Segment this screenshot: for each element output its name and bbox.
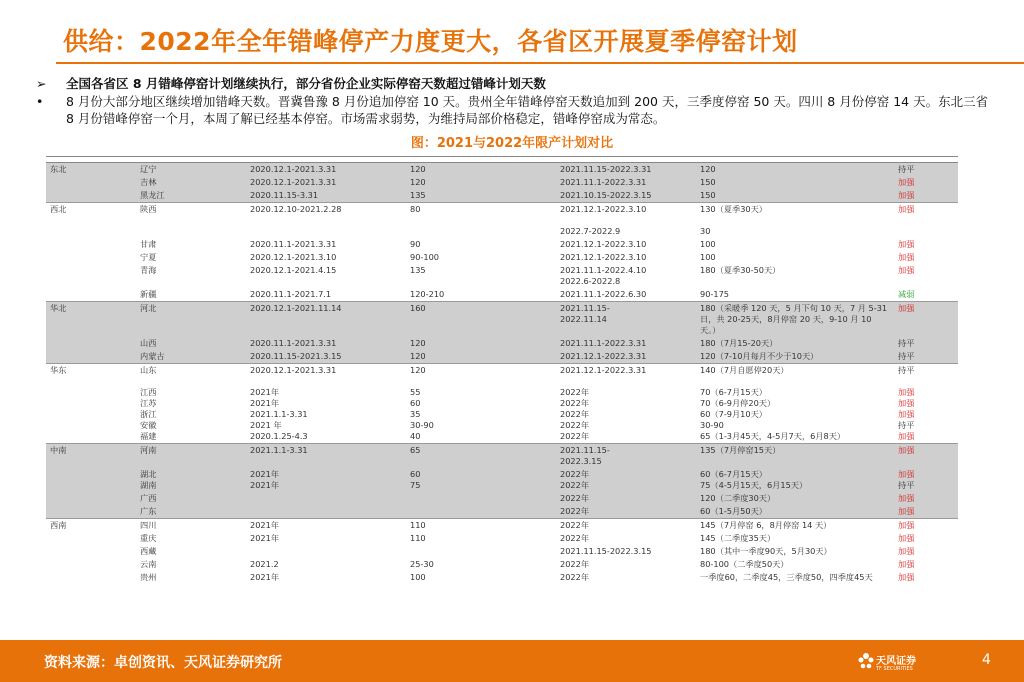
cell-force (894, 444, 958, 469)
cell-time-2022: 2021.12.1-2022.3.10 (560, 252, 647, 262)
cell-days-2022: 150 (696, 176, 894, 189)
cell-force (894, 571, 958, 584)
cell-days-2022: 一季度60，二季度45，三季度50，四季度45天 (700, 572, 873, 582)
cell-time-2021: 2020.12.1-2021.3.10 (250, 252, 337, 262)
cell-force (894, 519, 958, 533)
force-value: 加强 (898, 493, 915, 503)
cell-time-2022: 2021.12.1-2022.3.10 2022.7-2022.9 (556, 203, 696, 239)
cell-force (894, 545, 958, 558)
cell-time-2021: 2020.11.1-2021.3.31 (246, 337, 406, 350)
cell-force (894, 163, 958, 177)
cell-days-2022: 60（1-5月50天） (696, 505, 894, 519)
cell-area: 山东 江西 江苏 浙江 安徽 福建 (136, 364, 246, 444)
cell-area: 广西 (136, 492, 246, 505)
table-caption: 图：2021与2022年限产计划对比 (410, 136, 614, 151)
cell-days-2021: 120 55 60 35 30-90 40 (406, 364, 556, 444)
bullet-heading (36, 74, 546, 92)
cell-region (46, 288, 136, 302)
force-value: 加强 (898, 204, 915, 214)
cell-time-2021: 2020.12.1-2021.3.31 (246, 163, 406, 177)
cell-region (46, 505, 136, 519)
cell-time-2021 (246, 505, 406, 519)
cell-days-2021: 110 (406, 519, 556, 533)
cell-area: 内蒙古 (136, 350, 246, 364)
cell-days-2021: 120 (406, 350, 556, 364)
cell-area: 湖北 湖南 (136, 468, 246, 492)
cell-region (46, 238, 136, 251)
cell-area: 贵州 (140, 572, 157, 582)
table-row (46, 238, 958, 251)
cell-area: 黑龙江 (136, 189, 246, 203)
table-row (46, 545, 958, 558)
cell-force (894, 189, 958, 203)
title-divider (56, 62, 1024, 64)
cell-force (894, 264, 958, 288)
cell-time-2022: 2022年 (560, 533, 590, 543)
cell-time-2021: 2020.12.1-2021.3.31 (246, 176, 406, 189)
cell-region (46, 189, 136, 203)
cell-force (894, 288, 958, 302)
cell-force (894, 238, 958, 251)
force-value: 加强 (898, 533, 915, 543)
cell-area: 青海 (140, 265, 157, 275)
bullet-detail-text: 8 月份大部分地区继续增加错峰天数。晋冀鲁豫 8 月份追加停窑 10 天。贵州全年错峰停窑天数追加到 200 天，三季度停窑 50 天。四川 8 月份停窑 14 天。东北三省 8 月份错峰停窑一个月，本周了解已经基本停窑。市场需求弱势，为维持局部价格稳定，错峰停窑成为常态。 (66, 94, 989, 126)
cell-region: 西南 (46, 519, 136, 533)
force-value: 加强 (898, 520, 915, 530)
cell-force (894, 337, 958, 350)
force-value: 加强 (898, 398, 915, 408)
table-row (46, 444, 958, 469)
cell-days-2022: 130（夏季30天） 30 (696, 203, 894, 239)
table-row (46, 492, 958, 505)
flower-logo-icon (858, 651, 874, 673)
page-number: 4 (982, 652, 991, 668)
cell-area: 甘肃 (140, 239, 157, 249)
cell-days-2022: 180（夏季30-50天） (700, 265, 781, 275)
cell-days-2021: 120 (406, 337, 556, 350)
force-value: 加强 (898, 431, 915, 441)
force-value: 加强 (898, 387, 915, 397)
table-row (46, 302, 958, 338)
cell-days-2022: 180（7月15-20天） (696, 337, 894, 350)
cell-days-2022: 180（采暖季 120 天，5 月下旬 10 天，7 月 5-31 日，共 20-25天，8月停窑 20 天，9-10 月 10 天。） (696, 302, 894, 338)
cell-region (46, 571, 136, 584)
cell-area: 重庆 (140, 533, 157, 543)
table-row (46, 251, 958, 264)
cell-days-2021: 120 (406, 176, 556, 189)
cell-area: 河南 (136, 444, 246, 469)
table-row (46, 350, 958, 364)
force-value: 加强 (898, 239, 915, 249)
cell-days-2021: 80 (406, 203, 556, 239)
cell-region (46, 492, 136, 505)
cell-days-2021: 60 75 (406, 468, 556, 492)
cell-force (894, 302, 958, 338)
cell-time-2021: 2020.12.1-2021.11.14 (246, 302, 406, 338)
table-row (46, 176, 958, 189)
table-row (46, 337, 958, 350)
cell-force (894, 532, 958, 545)
cell-days-2022: 145（7月停窑 6，8月停窑 14 天） (696, 519, 894, 533)
cell-time-2022: 2021.11.1-2022.3.31 (556, 176, 696, 189)
cell-region (46, 176, 136, 189)
force-value: 持平 (898, 351, 915, 361)
cell-time-2021: 2021年 2021年 (246, 468, 406, 492)
cell-time-2022: 2021.12.1-2022.3.31 2022年 2022年 2022年 2022年 2022年 (556, 364, 696, 444)
cell-region (46, 264, 136, 288)
cell-time-2022: 2021.11.15- 2022.11.14 (556, 302, 696, 338)
force-value: 持平 (898, 164, 915, 174)
cell-time-2022: 2022年 (556, 492, 696, 505)
cell-force (894, 350, 958, 364)
cell-days-2022: 100 (700, 252, 716, 262)
logo-text: 天风证券 (876, 656, 916, 667)
cell-time-2022: 2021.10.15-2022.3.15 (556, 189, 696, 203)
cell-time-2022: 2021.11.15-2022.3.31 (556, 163, 696, 177)
cell-area: 宁夏 (140, 252, 157, 262)
cell-time-2022: 2021.12.1-2022.3.10 (560, 239, 647, 249)
cell-days-2022: 145（二季度35天） (700, 533, 776, 543)
cell-time-2022: 2022年 (556, 519, 696, 533)
cell-days-2022: 100 (700, 239, 716, 249)
cell-region: 中南 (46, 444, 136, 469)
cell-area: 陕西 (136, 203, 246, 239)
cell-days-2022: 60（6-7月15天） 75（4-5月15天，6月15天） (696, 468, 894, 492)
cell-time-2021: 2021年 (250, 572, 280, 582)
cell-force (894, 364, 958, 444)
cell-days-2021: 90 (410, 239, 421, 249)
bullet-heading-text: 全国各省区 8 月错峰停窑计划继续执行，部分省份企业实际停窑天数超过错峰计划天数 (66, 76, 546, 91)
cell-days-2022: 120（7-10月每月不少于10天） (696, 350, 894, 364)
table-row (46, 264, 958, 288)
restriction-table (46, 156, 958, 584)
force-value: 持平 (898, 480, 915, 490)
force-value: 减弱 (898, 289, 915, 299)
force-value: 加强 (898, 303, 915, 313)
force-value: 加强 (898, 190, 915, 200)
cell-force (894, 558, 958, 571)
cell-region (46, 468, 136, 492)
cell-force (894, 492, 958, 505)
cell-region (46, 545, 136, 558)
cell-region (46, 251, 136, 264)
force-value: 加强 (898, 469, 915, 479)
table-row (46, 189, 958, 203)
cell-time-2021: 2020.11.15-2021.3.15 (246, 350, 406, 364)
table-row (46, 571, 958, 584)
bullet-detail (36, 93, 996, 127)
cell-time-2021: 2021年 (250, 533, 280, 543)
cell-area: 四川 (136, 519, 246, 533)
cell-time-2021: 2020.11.15-3.31 (246, 189, 406, 203)
force-value: 加强 (898, 265, 915, 275)
cell-region (46, 532, 136, 545)
cell-force (894, 468, 958, 492)
cell-area: 辽宁 (136, 163, 246, 177)
cell-days-2022: 120（二季度30天） (696, 492, 894, 505)
force-value: 加强 (898, 572, 915, 582)
force-value: 加强 (898, 546, 915, 556)
cell-days-2021: 135 (406, 189, 556, 203)
cell-area: 山西 (136, 337, 246, 350)
cell-days-2022: 90-175 (700, 289, 730, 299)
cell-time-2022: 2022年 (556, 505, 696, 519)
cell-region (46, 337, 136, 350)
table-row (46, 364, 958, 444)
table-row (46, 163, 958, 177)
cell-time-2021: 2020.11.1-2021.7.1 (250, 289, 332, 299)
cell-force (894, 203, 958, 239)
cell-time-2021: 2020.12.1-2021.3.31 2021年 2021年 2021.1.1-3.31 2021 年 2020.1.25-4.3 (246, 364, 406, 444)
force-value: 持平 (898, 365, 915, 375)
force-value: 持平 (898, 338, 915, 348)
force-value: 加强 (898, 252, 915, 262)
force-value: 持平 (898, 420, 915, 430)
cell-time-2021: 2020.12.10-2021.2.28 (246, 203, 406, 239)
cell-days-2022: 140（7月自愿停20天） 70（6-7月15天） 70（6-9月停20天） 60（7-9月10天） 30-90 65（1-3月45天，4-5月7天，6月8天） (696, 364, 894, 444)
cell-area: 广东 (136, 505, 246, 519)
cell-time-2022: 2022年 (560, 559, 590, 569)
table-row (46, 468, 958, 492)
arrow-bullet-icon: ➢ (36, 76, 47, 91)
page-title: 供给：2022年全年错峰停产力度更大，各省区开展夏季停窑计划 (63, 27, 798, 56)
cell-area: 吉林 (136, 176, 246, 189)
table-row (46, 519, 958, 533)
cell-region: 西北 (46, 203, 136, 239)
cell-time-2022: 2021.12.1-2022.3.31 (556, 350, 696, 364)
cell-days-2021: 65 (406, 444, 556, 469)
cell-days-2021: 135 (410, 265, 426, 275)
cell-days-2021: 160 (406, 302, 556, 338)
cell-area: 新疆 (140, 289, 157, 299)
cell-days-2021: 90-100 (410, 252, 440, 262)
table-row (46, 288, 958, 302)
footer-bar (0, 640, 1024, 682)
cell-time-2022: 2022年 (560, 572, 590, 582)
force-value: 加强 (898, 506, 915, 516)
cell-area: 西藏 (140, 546, 157, 556)
cell-time-2021 (246, 545, 406, 558)
cell-force (894, 176, 958, 189)
cell-days-2022: 135（7月停窑15天） (696, 444, 894, 469)
cell-time-2021: 2021年 (246, 519, 406, 533)
cell-force (894, 251, 958, 264)
cell-days-2022: 120 (696, 163, 894, 177)
cell-region (46, 350, 136, 364)
company-logo (858, 646, 940, 678)
cell-time-2022: 2022年 2022年 (556, 468, 696, 492)
cell-area: 云南 (140, 559, 157, 569)
cell-time-2022: 2021.11.1-2022.4.10 2022.6-2022.8 (560, 265, 647, 286)
table-row (46, 505, 958, 519)
force-value: 加强 (898, 559, 915, 569)
cell-time-2022: 2021.11.15-2022.3.15 (560, 546, 652, 556)
table-row (46, 532, 958, 545)
cell-days-2021: 110 (410, 533, 426, 543)
force-value: 加强 (898, 409, 915, 419)
cell-time-2021: 2021.2 (250, 559, 279, 569)
cell-time-2022: 2021.11.15- 2022.3.15 (556, 444, 696, 469)
cell-region: 华东 (46, 364, 136, 444)
force-value: 加强 (898, 177, 915, 187)
cell-region (46, 558, 136, 571)
cell-days-2022: 180（其中一季度90天，5月30天） (700, 546, 832, 556)
cell-time-2022: 2021.11.1-2022.6.30 (560, 289, 647, 299)
cell-days-2021 (406, 505, 556, 519)
cell-time-2021: 2020.11.1-2021.3.31 (250, 239, 337, 249)
cell-days-2022: 150 (696, 189, 894, 203)
cell-days-2021: 100 (410, 572, 426, 582)
cell-region: 东北 (46, 163, 136, 177)
cell-days-2021: 120-210 (410, 289, 445, 299)
cell-days-2021 (406, 545, 556, 558)
cell-time-2021 (246, 492, 406, 505)
cell-days-2021: 25-30 (410, 559, 434, 569)
table-row (46, 203, 958, 239)
cell-area: 河北 (136, 302, 246, 338)
force-value: 加强 (898, 445, 915, 455)
cell-region: 华北 (46, 302, 136, 338)
cell-time-2021: 2021.1.1-3.31 (246, 444, 406, 469)
table-row (46, 558, 958, 571)
cell-force (894, 505, 958, 519)
dot-bullet-icon: • (36, 94, 44, 109)
cell-days-2021 (406, 492, 556, 505)
cell-days-2022: 80-100（二季度50天） (700, 559, 789, 569)
cell-days-2021: 120 (406, 163, 556, 177)
source-note: 资料来源：卓创资讯、天风证券研究所 (44, 655, 282, 671)
cell-time-2021: 2020.12.1-2021.4.15 (250, 265, 337, 275)
logo-subtext: TF SECURITIES (876, 666, 913, 672)
cell-time-2022: 2021.11.1-2022.3.31 (556, 337, 696, 350)
